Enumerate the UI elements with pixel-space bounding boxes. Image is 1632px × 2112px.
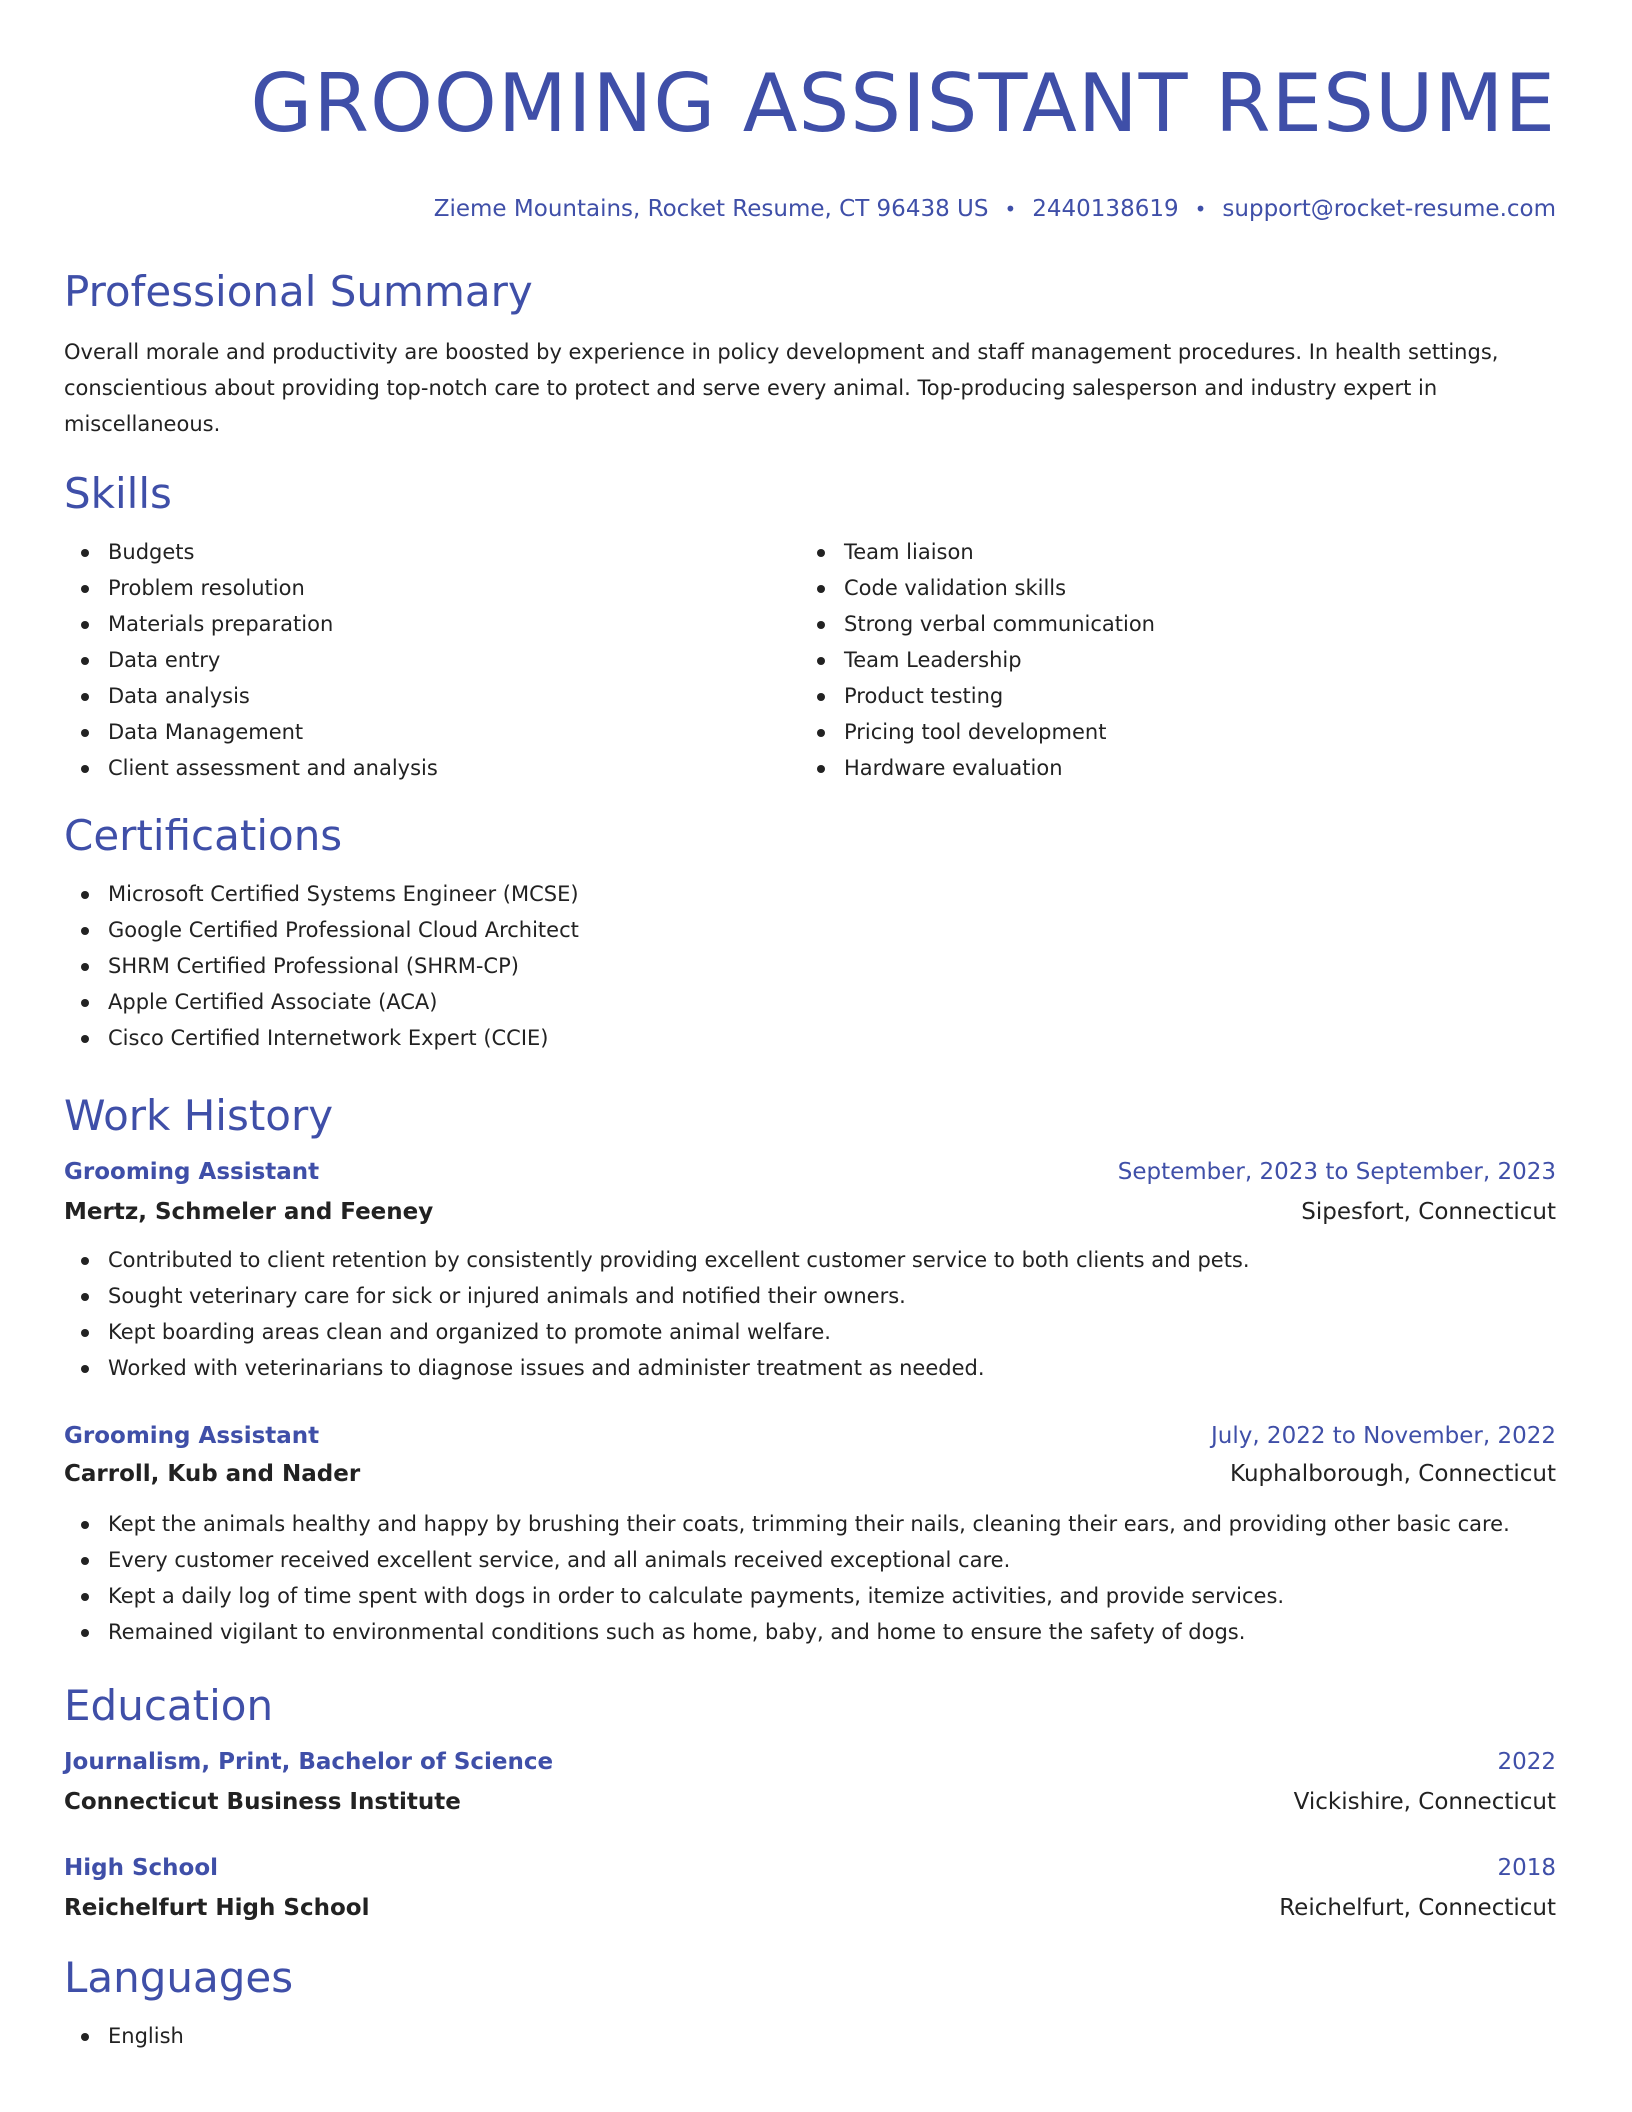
summary-text: Overall morale and productivity are boosted by experience in policy development and staff management procedures. In health settings, conscientious about providing top-notch care to protect and serve every animal. Top-producing salesperson and industry expert in miscellaneous.: [64, 340, 1499, 436]
skill-item: Team liaison: [800, 534, 1536, 570]
skills-heading: Skills: [64, 469, 172, 518]
skill-item: Client assessment and analysis: [64, 750, 800, 786]
education-entry: [64, 1746, 1556, 1818]
summary-section: [64, 266, 1556, 442]
job-entry: [64, 1420, 1556, 1650]
job-header: [64, 1420, 1556, 1452]
skills-list-right: [800, 534, 1536, 786]
contact-line: [64, 194, 1556, 224]
skill-item: Hardware evaluation: [800, 750, 1536, 786]
school-row: [64, 1892, 1556, 1924]
job-dates: September, 2023 to September, 2023: [1117, 1159, 1556, 1185]
skill-item: Strong verbal communication: [800, 606, 1536, 642]
job-duties-list: [64, 1506, 1556, 1650]
certifications-section: [64, 810, 1556, 1056]
job-duty: Worked with veterinarians to diagnose issues and administer treatment as needed.: [64, 1350, 1556, 1386]
employer-name: Carroll, Kub and Nader: [64, 1461, 361, 1487]
job-title: Grooming Assistant: [64, 1423, 320, 1449]
work-history-heading: Work History: [64, 1091, 334, 1140]
skill-item: Code validation skills: [800, 570, 1536, 606]
work-history-section: [64, 1090, 1556, 1650]
certification-item: Cisco Certified Internetwork Expert (CCIE): [64, 1020, 1556, 1056]
phone: 2440138619: [1032, 196, 1179, 222]
job-duty: Kept boarding areas clean and organized to promote animal welfare.: [64, 1314, 1556, 1350]
skill-item: Problem resolution: [64, 570, 800, 606]
resume-page: [64, 0, 1556, 2054]
certification-item: SHRM Certified Professional (SHRM-CP): [64, 948, 1556, 984]
job-duties-list: [64, 1242, 1556, 1386]
certification-item: Microsoft Certified Systems Engineer (MCSE): [64, 876, 1556, 912]
skill-item: Pricing tool development: [800, 714, 1536, 750]
education-section: [64, 1680, 1556, 1924]
employer-name: Mertz, Schmeler and Feeney: [64, 1199, 434, 1225]
skill-item: Team Leadership: [800, 642, 1536, 678]
school-location: Vickishire, Connecticut: [1293, 1789, 1556, 1815]
certification-item: Google Certified Professional Cloud Architect: [64, 912, 1556, 948]
skill-item: Data entry: [64, 642, 800, 678]
address: Zieme Mountains, Rocket Resume, CT 96438 US: [433, 196, 989, 222]
education-header: [64, 1746, 1556, 1778]
school-name: Connecticut Business Institute: [64, 1789, 461, 1815]
job-duty: Contributed to client retention by consistently providing excellent customer service to both clients and pets.: [64, 1242, 1556, 1278]
certification-item: Apple Certified Associate (ACA): [64, 984, 1556, 1020]
separator-dot: •: [1194, 197, 1207, 221]
graduation-year: 2018: [1497, 1855, 1556, 1881]
school-row: [64, 1786, 1556, 1818]
education-entry: [64, 1852, 1556, 1924]
skills-columns: [64, 534, 1556, 786]
skills-list-left: [64, 534, 800, 786]
degree: High School: [64, 1855, 219, 1881]
languages-section: [64, 1952, 1556, 2054]
skill-item: Data Management: [64, 714, 800, 750]
resume-title: GROOMING ASSISTANT RESUME: [250, 57, 1556, 150]
languages-heading: Languages: [64, 1953, 294, 2002]
certifications-heading: Certifications: [64, 811, 343, 860]
summary-heading: Professional Summary: [64, 267, 533, 316]
school-name: Reichelfurt High School: [64, 1895, 370, 1921]
email: support@rocket-resume.com: [1222, 196, 1556, 222]
job-header: [64, 1156, 1556, 1188]
job-title: Grooming Assistant: [64, 1159, 320, 1185]
languages-list: [64, 2018, 1556, 2054]
job-duty: Remained vigilant to environmental conditions such as home, baby, and home to ensure the safety of dogs.: [64, 1614, 1556, 1650]
job-location: Sipesfort, Connecticut: [1301, 1199, 1556, 1225]
education-heading: Education: [64, 1681, 274, 1730]
separator-dot: •: [1004, 197, 1017, 221]
skill-item: Budgets: [64, 534, 800, 570]
skill-item: Product testing: [800, 678, 1536, 714]
skill-item: Data analysis: [64, 678, 800, 714]
skills-section: [64, 468, 1556, 786]
education-header: [64, 1852, 1556, 1884]
job-location: Kuphalborough, Connecticut: [1230, 1461, 1556, 1487]
job-employer-row: [64, 1196, 1556, 1228]
job-entry: [64, 1156, 1556, 1386]
certifications-list: [64, 876, 1556, 1056]
job-dates: July, 2022 to November, 2022: [1210, 1423, 1556, 1449]
graduation-year: 2022: [1497, 1749, 1556, 1775]
job-employer-row: [64, 1458, 1556, 1490]
job-duty: Every customer received excellent service, and all animals received exceptional care.: [64, 1542, 1556, 1578]
job-duty: Sought veterinary care for sick or injured animals and notified their owners.: [64, 1278, 1556, 1314]
language-item: English: [64, 2018, 1556, 2054]
degree: Journalism, Print, Bachelor of Science: [64, 1749, 554, 1775]
skill-item: Materials preparation: [64, 606, 800, 642]
job-duty: Kept a daily log of time spent with dogs in order to calculate payments, itemize activities, and provide services.: [64, 1578, 1556, 1614]
school-location: Reichelfurt, Connecticut: [1279, 1895, 1556, 1921]
job-duty: Kept the animals healthy and happy by brushing their coats, trimming their nails, cleaning their ears, and providing other basic care.: [64, 1506, 1556, 1542]
